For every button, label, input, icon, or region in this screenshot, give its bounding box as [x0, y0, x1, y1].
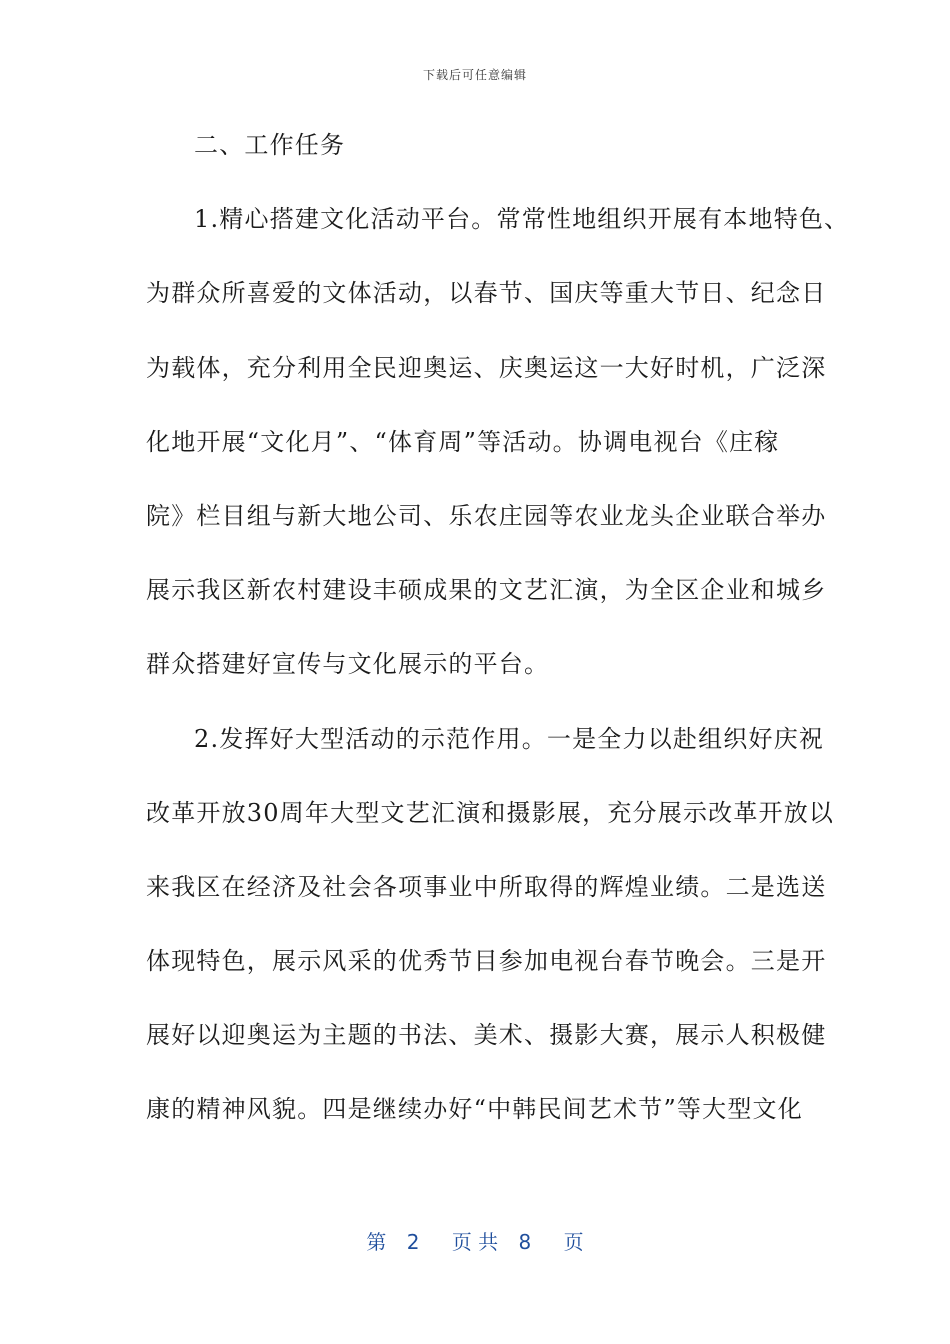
paragraph-line: 展好以迎奥运为主题的书法、美术、摄影大赛，展示人积极健 — [146, 1021, 827, 1050]
document-body — [146, 118, 850, 1157]
paragraph-line: 来我区在经济及社会各项事业中所取得的辉煌业绩。二是选送 — [146, 872, 827, 901]
download-note: 下载后可任意编辑 — [422, 68, 527, 82]
page-label: 第 — [366, 1230, 387, 1254]
paragraph-line: 为群众所喜爱的文体活动，以春节、国庆等重大节日、纪念日 — [146, 279, 827, 308]
paragraph-line: 2.发挥好大型活动的示范作用。一是全力以赴组织好庆祝 — [194, 724, 825, 753]
paragraph-line: 展示我区新农村建设丰硕成果的文艺汇演，为全区企业和城乡 — [146, 576, 827, 605]
paragraph-line: 1.精心搭建文化活动平台。常常性地组织开展有本地特色、 — [194, 205, 850, 234]
current-page-number: 2 — [406, 1230, 420, 1254]
section-heading: 二、工作任务 — [194, 131, 346, 159]
paragraph-line: 化地开展“文化月”、“体育周”等活动。协调电视台《庄稼 — [146, 427, 780, 456]
paragraph-line: 康的精神风貌。四是继续办好“中韩民间艺术节”等大型文化 — [146, 1095, 803, 1124]
page-end-label: 页 — [563, 1230, 584, 1254]
paragraph-line: 体现特色，展示风采的优秀节目参加电视台春节晚会。三是开 — [146, 947, 827, 976]
paragraph-line: 群众搭建好宣传与文化展示的平台。 — [146, 650, 550, 679]
page-footer — [0, 1226, 950, 1255]
paragraph-line: 院》栏目组与新大地公司、乐农庄园等农业龙头企业联合举办 — [146, 501, 827, 530]
total-label: 页 共 — [451, 1230, 499, 1254]
paragraph-line: 改革开放30周年大型文艺汇演和摄影展，充分展示改革开放以 — [146, 798, 835, 827]
paragraph-line: 为载体，充分利用全民迎奥运、庆奥运这一大好时机，广泛深 — [146, 353, 827, 382]
total-page-number: 8 — [518, 1230, 532, 1254]
